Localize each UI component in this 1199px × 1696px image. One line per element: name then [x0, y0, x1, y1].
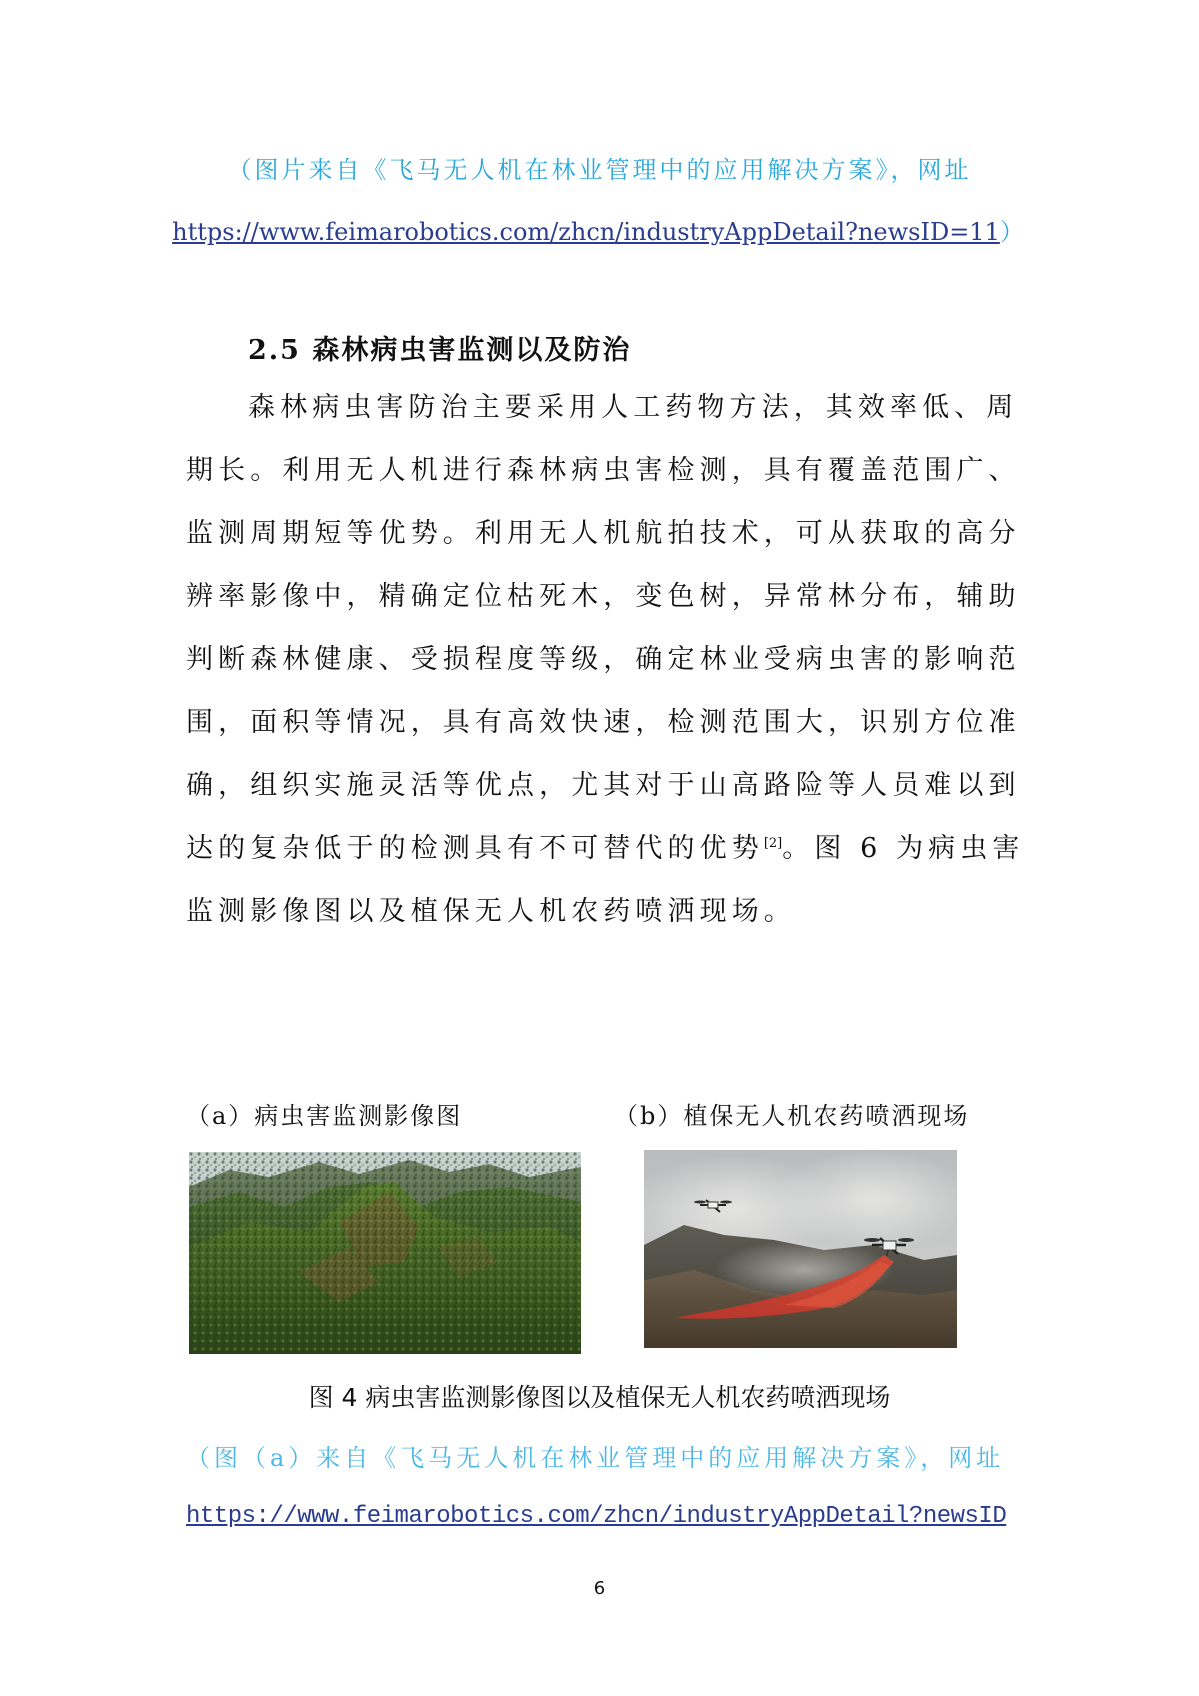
paragraph-text: 。图 6 为病虫害: [782, 833, 1025, 864]
figure-a-label: （a）病虫害监测影像图: [186, 1102, 463, 1130]
paragraph-line-with-citation: [186, 826, 1024, 865]
citation-ref[interactable]: [2]: [763, 836, 783, 851]
section-heading: 2.5 森林病虫害监测以及防治: [248, 335, 632, 366]
page-number: 6: [593, 1578, 606, 1599]
top-caption-url-line: [0, 212, 1199, 247]
drone-spraying-image: [644, 1150, 957, 1348]
paragraph-line: 围，面积等情况，具有高效快速，检测范围大，识别方位准: [186, 707, 1021, 738]
paragraph-line: 确，组织实施灵活等优点，尤其对于山高路险等人员难以到: [186, 770, 1021, 801]
top-caption-url-link[interactable]: https://www.feimarobotics.com/zhcn/industryAppDetail?newsID=11: [172, 218, 1000, 246]
paragraph-line: 监测影像图以及植保无人机农药喷洒现场。: [186, 896, 796, 927]
figure-source-url[interactable]: https://www.feimarobotics.com/zhcn/industryAppDetail?newsID: [186, 1503, 1007, 1530]
figure-b-label: （b）植保无人机农药喷洒现场: [614, 1102, 970, 1130]
top-caption-close-paren: ）: [999, 218, 1027, 246]
paragraph-line: 森林病虫害防治主要采用人工药物方法，其效率低、周: [248, 392, 1019, 423]
figure-title: 图 4 病虫害监测影像图以及植保无人机农药喷洒现场: [308, 1383, 891, 1412]
paragraph-line: 辨率影像中，精确定位枯死木，变色树，异常林分布，辅助: [186, 581, 1021, 612]
top-caption-line: （图片来自《飞马无人机在林业管理中的应用解决方案》，网址: [227, 156, 972, 184]
pest-monitoring-image: [189, 1152, 581, 1354]
paragraph-line: 监测周期短等优势。利用无人机航拍技术，可从获取的高分: [186, 518, 1021, 549]
paragraph-line: 期长。利用无人机进行森林病虫害检测，具有覆盖范围广、: [186, 455, 1021, 486]
paragraph-line: 判断森林健康、受损程度等级，确定林业受病虫害的影响范: [186, 644, 1021, 675]
figure-source-text: （图（a）来自《飞马无人机在林业管理中的应用解决方案》，网址: [186, 1444, 1005, 1472]
paragraph-text: 达的复杂低于的检测具有不可替代的优势: [186, 833, 764, 864]
